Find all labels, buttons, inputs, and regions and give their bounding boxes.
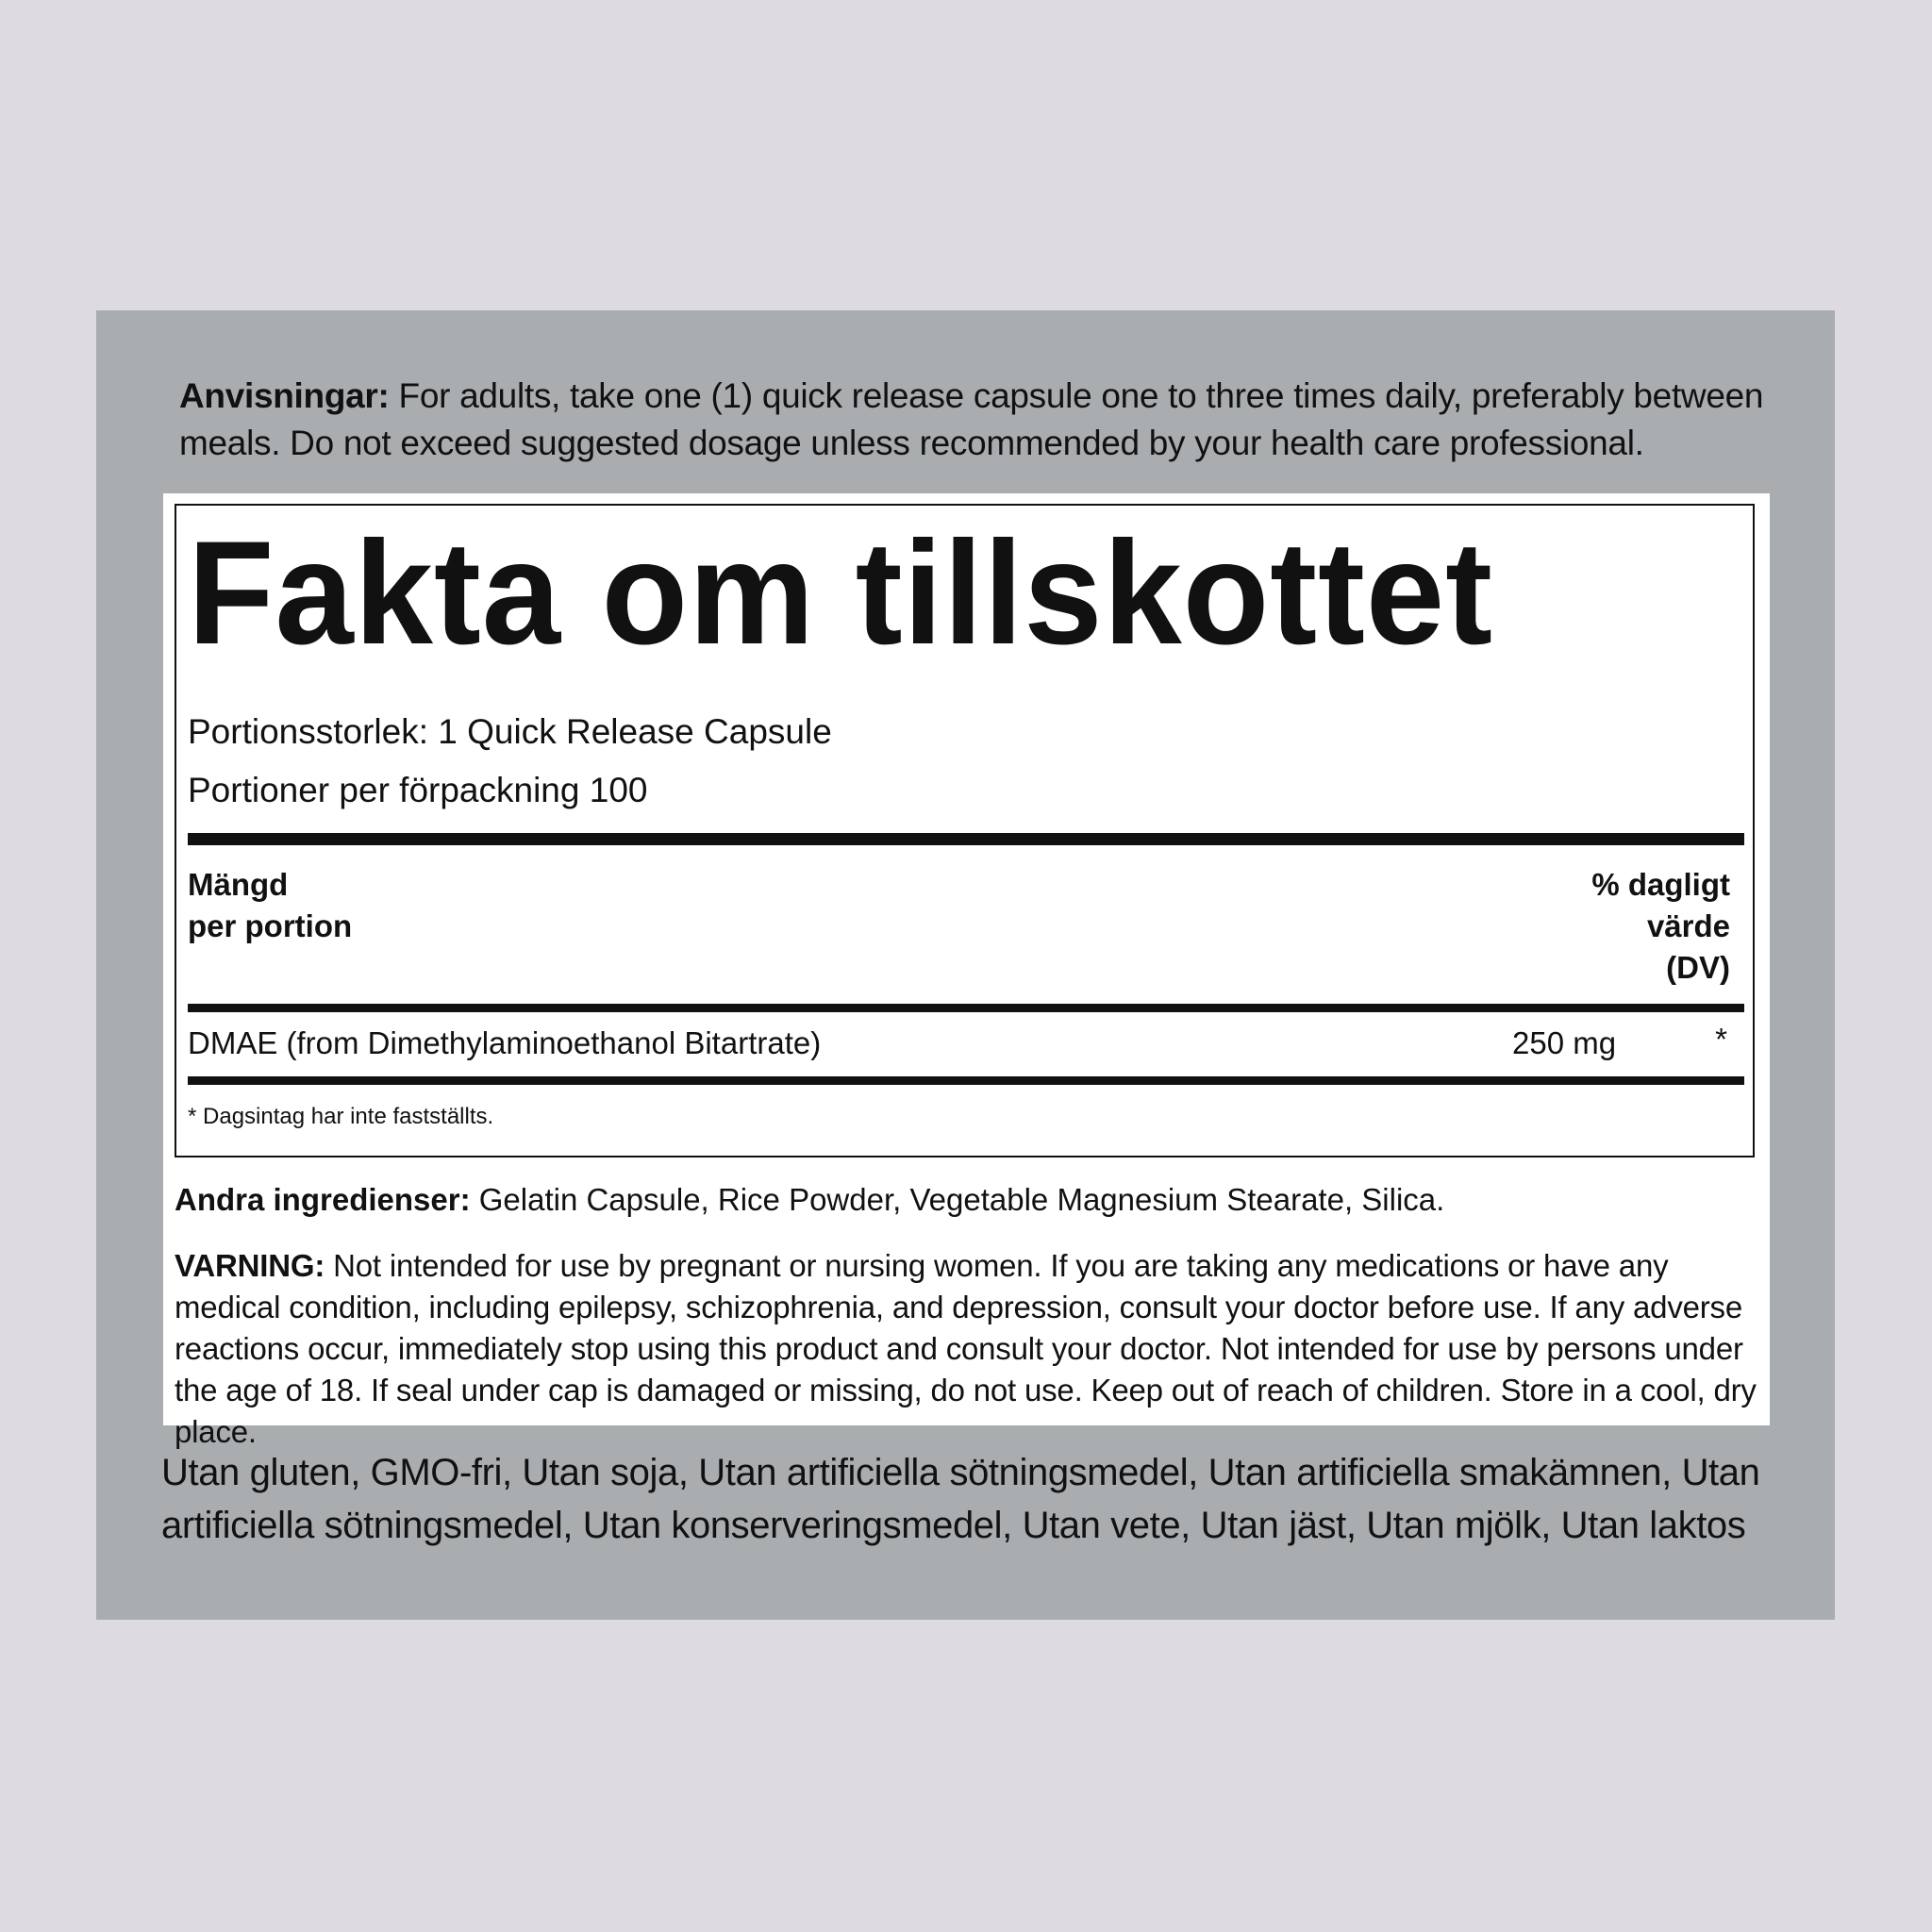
daily-value-footnote: * Dagsintag har inte fastställts. [188,1104,494,1129]
warning-text [175,1245,1759,1453]
amount-per-serving-header [188,864,352,947]
other-ingredients-label: Andra ingredienser: [175,1182,471,1217]
dv-header-line-3: (DV) [1666,950,1730,985]
dv-header-line-1: % dagligt [1591,867,1730,902]
supplement-facts-box [163,493,1770,1449]
facts-title: Fakta om tillskottet [188,511,1493,675]
directions-text [179,373,1783,467]
nutrient-daily-value: * [1715,1022,1727,1057]
other-ingredients [175,1179,1759,1221]
warning-label: VARNING: [175,1248,325,1283]
divider-bottom [188,1076,1744,1085]
supplement-label-panel [96,310,1835,1620]
amount-header-line-2: per portion [188,908,353,943]
dv-header-line-2: värde [1646,908,1730,943]
directions-label: Anvisningar: [179,376,390,415]
other-ingredients-list: Gelatin Capsule, Rice Powder, Vegetable Magnesium Stearate, Silica. [470,1182,1445,1217]
nutrient-row [188,1020,1744,1067]
free-from-claims: Utan gluten, GMO-fri, Utan soja, Utan artificiella sötningsmedel, Utan artificiella smakämnen, Utan artificiella sötningsmedel, Utan konserveringsmedel, Utan vete, Utan jäst, Utan mjölk, Utan laktos [161,1452,1760,1546]
divider-header-bottom [188,1004,1744,1012]
amount-header-line-1: Mängd [188,867,289,902]
nutrient-name: DMAE (from Dimethylaminoethanol Bitartrate) [188,1025,822,1060]
nutrient-amount: 250 mg [1512,1025,1617,1060]
directions-body: For adults, take one (1) quick release capsule one to three times daily, preferably between meals. Do not exceed suggested dosage unless recommended by your health care professional. [179,376,1764,462]
facts-panel-frame [175,504,1755,1158]
divider-thick-top [188,833,1744,845]
daily-value-header [1591,864,1730,989]
servings-per-container: Portioner per förpackning 100 [188,771,648,809]
serving-size: Portionsstorlek: 1 Quick Release Capsule [188,712,832,751]
warning-body: Not intended for use by pregnant or nursing women. If you are taking any medications or have any medical condition, including epilepsy, schizophrenia, and depression, consult your doctor before use. If any adverse reactions occur, immediately stop using this product and consult your doctor. Not intended for use by persons under the age of 18. If seal under cap is damaged or missing, do not use. Keep out of reach of children. Store in a cool, dry place. [175,1248,1757,1449]
